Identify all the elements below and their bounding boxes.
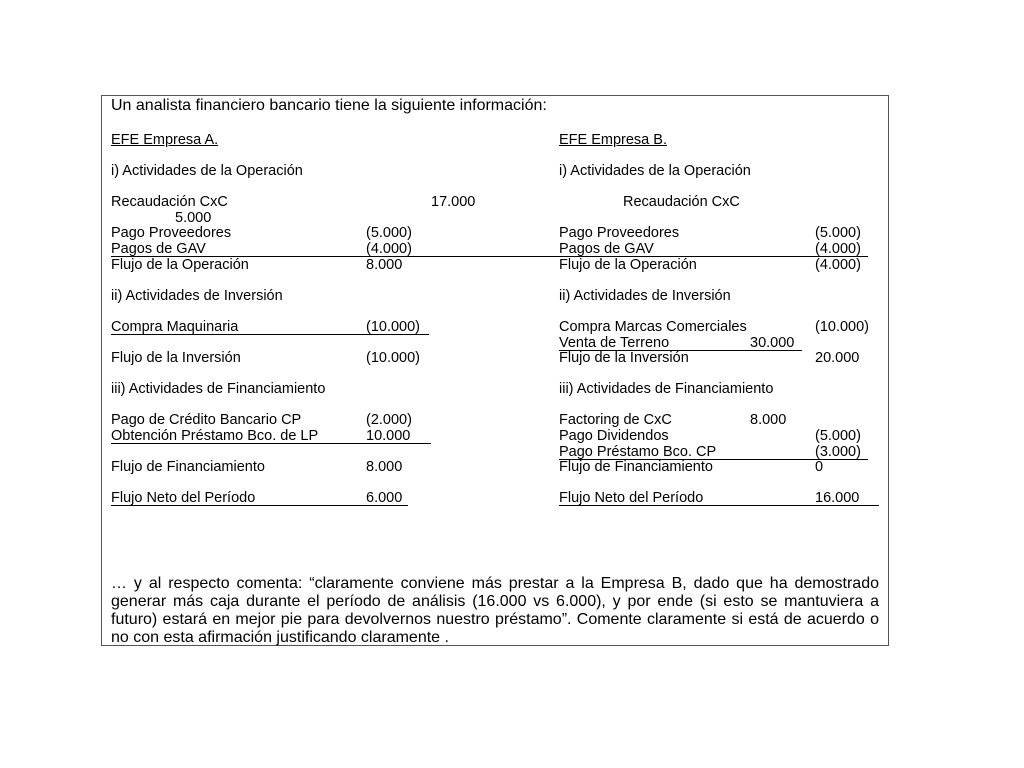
b-proveedores-value: (5.000) <box>815 225 861 241</box>
a-recaudacion-value-wrapped: 5.000 <box>175 210 212 226</box>
a-gav-value: (4.000) <box>366 241 412 257</box>
a-flujo-fin-value: 8.000 <box>366 459 403 475</box>
intro-title: Un analista financiero bancario tiene la siguiente información: <box>111 97 547 114</box>
b-inv-section: ii) Actividades de Inversión <box>559 288 731 304</box>
b-flujo-neto-value: 16.000 <box>815 490 860 506</box>
b-flujo-neto-label: Flujo Neto del Período <box>559 490 704 506</box>
b-terreno-label: Venta de Terreno <box>559 335 670 351</box>
a-flujo-op-label: Flujo de la Operación <box>111 257 249 273</box>
b-factoring-value: 8.000 <box>750 412 787 428</box>
a-recaudacion-label: Recaudación CxC <box>111 194 228 210</box>
b-neto-rule <box>559 505 879 506</box>
a-flujo-inv-label: Flujo de la Inversión <box>111 350 241 366</box>
a-prestamo-lp-value: 10.000 <box>366 428 411 444</box>
b-marcas-value: (10.000) <box>815 319 870 335</box>
b-flujo-fin-value: 0 <box>815 459 824 475</box>
b-gav-value: (4.000) <box>815 241 861 257</box>
b-flujo-inv-value: 20.000 <box>815 350 860 366</box>
a-maquinaria-value: (10.000) <box>366 319 421 335</box>
a-op-section: i) Actividades de la Operación <box>111 163 303 179</box>
b-recaudacion-label: Recaudación CxC <box>623 194 740 210</box>
b-proveedores-label: Pago Proveedores <box>559 225 680 241</box>
b-marcas-label: Compra Marcas Comerciales <box>559 319 747 335</box>
a-flujo-inv-value: (10.000) <box>366 350 421 366</box>
a-flujo-neto-label: Flujo Neto del Período <box>111 490 256 506</box>
a-fin-rule <box>111 443 431 444</box>
b-flujo-op-label: Flujo de la Operación <box>559 257 697 273</box>
a-maquinaria-label: Compra Maquinaria <box>111 319 239 335</box>
b-dividendos-value: (5.000) <box>815 428 861 444</box>
b-factoring-label: Factoring de CxC <box>559 412 672 428</box>
a-inv-rule <box>111 334 429 335</box>
a-inv-section: ii) Actividades de Inversión <box>111 288 283 304</box>
b-flujo-inv-label: Flujo de la Inversión <box>559 350 689 366</box>
a-recaudacion-value: 17.000 <box>431 194 476 210</box>
a-fin-section: iii) Actividades de Financiamiento <box>111 381 326 397</box>
a-flujo-neto-value: 6.000 <box>366 490 403 506</box>
a-credito-value: (2.000) <box>366 412 412 428</box>
b-gav-label: Pagos de GAV <box>559 241 654 257</box>
a-credito-label: Pago de Crédito Bancario CP <box>111 412 302 428</box>
b-op-section: i) Actividades de la Operación <box>559 163 751 179</box>
b-flujo-fin-label: Flujo de Financiamiento <box>559 459 713 475</box>
a-flujo-fin-label: Flujo de Financiamiento <box>111 459 265 475</box>
conclusion-paragraph: … y al respecto comenta: “claramente conviene más prestar a la Empresa B, dado que ha demostrado generar más caja durante el período de análisis (16.000 vs 6.000), y por ende (si esto se mantuviera a futuro) estará en mejor pie para devolvernos nuestro préstamo”. Comente claramente si está de acuerdo o no con esta afirmación justificando claramente . <box>111 575 879 646</box>
a-proveedores-value: (5.000) <box>366 225 412 241</box>
b-dividendos-label: Pago Dividendos <box>559 428 669 444</box>
a-gav-label: Pagos de GAV <box>111 241 206 257</box>
a-flujo-op-value: 8.000 <box>366 257 403 273</box>
b-flujo-op-value: (4.000) <box>815 257 861 273</box>
a-neto-rule <box>111 505 408 506</box>
b-terreno-value: 30.000 <box>750 335 795 351</box>
b-prestamo-cp-value: (3.000) <box>815 444 861 460</box>
empresa-b-header: EFE Empresa B. <box>559 132 667 148</box>
empresa-a-header: EFE Empresa A. <box>111 132 219 148</box>
b-fin-section: iii) Actividades de Financiamiento <box>559 381 774 397</box>
b-prestamo-cp-label: Pago Préstamo Bco. CP <box>559 444 717 460</box>
a-prestamo-lp-label: Obtención Préstamo Bco. de LP <box>111 428 319 444</box>
a-proveedores-label: Pago Proveedores <box>111 225 232 241</box>
